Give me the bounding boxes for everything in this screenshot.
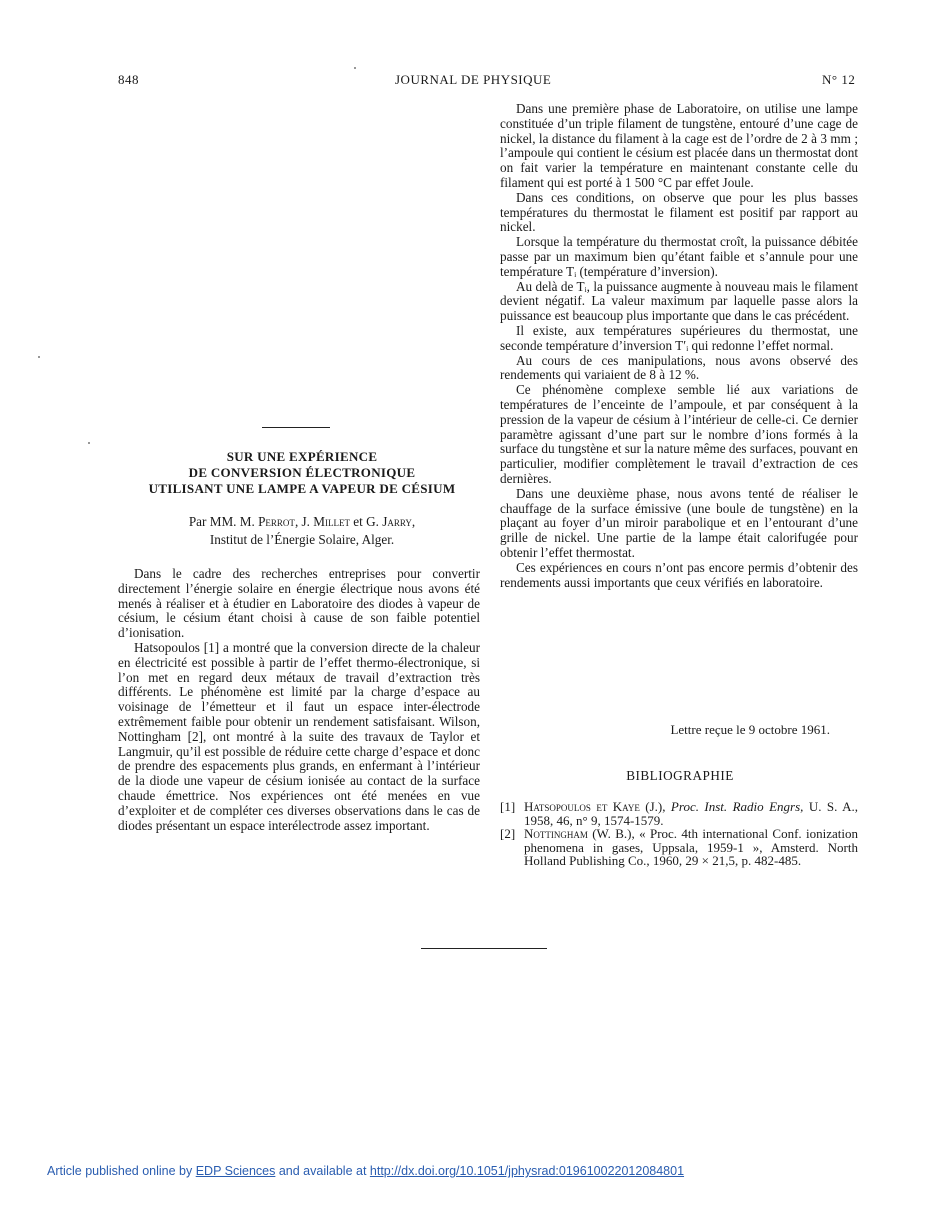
paragraph: Lorsque la température du thermostat croît, la puissance débitée passe par un maximum bien qu’étant faible et s’annule pour une température Tᵢ (température d’inversion). bbox=[500, 234, 858, 279]
scan-speck bbox=[88, 442, 90, 444]
reference-authors: Nottingham (W. B.), bbox=[524, 826, 635, 841]
title-line: SUR UNE EXPÉRIENCE bbox=[226, 449, 378, 464]
paragraph: Au delà de Tᵢ, la puissance augmente à nouveau mais le filament devient négatif. La valeur maximum par laquelle passe alors la puissance est beaucoup plus importante que dans le cas précédent. bbox=[500, 278, 858, 324]
author-prefix: Par MM. M. bbox=[188, 514, 259, 529]
right-column bbox=[500, 102, 858, 590]
paragraph: Dans le cadre des recherches entreprises pour convertir directement l’énergie solaire en énergie électrique nous avons été menés à réaliser et à étudier en Laboratoire des diodes à vapeur de césium, le césium étant choisi à cause de son faible potentiel d’ionisation. bbox=[118, 566, 480, 641]
title-line: DE CONVERSION ÉLECTRONIQUE bbox=[188, 465, 416, 480]
author-block bbox=[118, 513, 486, 549]
reference-details: U. S. A., 1958, 46, n° 9, 1574-1579. bbox=[524, 799, 858, 828]
author-sep: , J. bbox=[294, 514, 314, 529]
reference-body bbox=[524, 800, 858, 827]
paragraph: Au cours de ces manipulations, nous avons observé des rendements qui variaient de 8 à 12 %. bbox=[500, 352, 858, 383]
page-number: 848 bbox=[118, 72, 139, 87]
issue-number: N° 12 bbox=[822, 72, 856, 87]
publication-footer bbox=[47, 1164, 684, 1178]
author-sep: et G. bbox=[349, 514, 383, 529]
publisher-link[interactable]: EDP Sciences bbox=[195, 1164, 276, 1178]
footer-text: and available at bbox=[275, 1164, 370, 1178]
journal-name: JOURNAL DE PHYSIQUE bbox=[395, 72, 552, 87]
paragraph: Dans ces conditions, on observe que pour les plus basses températures du thermostat le filament est positif par rapport au nickel. bbox=[500, 189, 858, 235]
paragraph: Hatsopoulos [1] a montré que la conversion directe de la chaleur en électricité est possible à partir de l’effet thermo-électronique, si l’on met en regard deux métaux de travail d’extraction très différents. Le phénomène est limité par la charge d’espace au voisinage de l’émetteur et il faut un espace inter-électrode extrêmement faible pour obtenir un rendement satisfaisant. Wilson, Nottingham [2], ont montré à la suite des travaux de Taylor et Langmuir, qu’il est possible de réduire cette charge d’espace et donc de prendre des espacements plus grands, en enfermant à l’intérieur de la diode une vapeur de césium ionisée au contact de la surface chaude émettrice. Nos expériences ont été menées en vue d’exploiter et de compléter ces diverses observations dans le cas de diodes présentant un espace interélectrode assez important. bbox=[118, 639, 480, 833]
reference-2 bbox=[500, 827, 858, 868]
author-name: Millet bbox=[313, 514, 350, 529]
reference-authors: Hatsopoulos et Kaye (J.), bbox=[524, 799, 666, 814]
title-line: UTILISANT UNE LAMPE A VAPEUR DE CÉSIUM bbox=[148, 481, 456, 496]
received-date: Lettre reçue le 9 octobre 1961. bbox=[670, 722, 830, 737]
title-rule bbox=[262, 427, 330, 428]
reference-number: [1] bbox=[500, 799, 516, 814]
reference-body bbox=[524, 827, 858, 868]
author-name: Jarry bbox=[382, 514, 412, 529]
author-name: Perrot bbox=[258, 514, 295, 529]
reference-1 bbox=[500, 800, 858, 827]
paragraph: Il existe, aux températures supérieures du thermostat, une seconde température d’inversion T′ᵢ qui redonne l’effet normal. bbox=[500, 322, 858, 353]
bibliography-heading: BIBLIOGRAPHIE bbox=[626, 768, 734, 783]
paragraph: Ce phénomène complexe semble lié aux variations de températures de l’enceinte de l’ampoule, et par conséquent à la pression de la vapeur de césium à l’intérieur de celle-ci. Ce dernier paramètre agissant d’une part sur le nombre d’ions formés à la surface du tungstène et sur la nature même des surfaces, pouvant en particulier, modifier complètement le travail d’extraction de ces dernières. bbox=[500, 382, 858, 486]
paragraph: Dans une première phase de Laboratoire, on utilise une lampe constituée d’un triple filament de tungstène, entouré d’une cage de nickel, la distance du filament à la cage est de l’ordre de 2 à 3 mm ; l’ampoule qui contient le césium est placée dans un thermostat dont on fait varier la température en maintenant constante celle du filament qui est porté à 1 500 °C par effet Joule. bbox=[500, 101, 858, 190]
scan-speck bbox=[38, 356, 40, 358]
paragraph: Ces expériences en cours n’ont pas encore permis d’obtenir des rendements aussi importants que ceux vérifiés en laboratoire. bbox=[500, 559, 858, 590]
scan-speck bbox=[354, 67, 356, 69]
reference-number: [2] bbox=[500, 826, 516, 841]
author-suffix: , bbox=[411, 514, 416, 529]
article-title bbox=[118, 449, 486, 497]
left-column bbox=[118, 567, 480, 833]
author-line bbox=[118, 513, 486, 531]
affiliation: Institut de l’Énergie Solaire, Alger. bbox=[209, 532, 395, 547]
paragraph: Dans une deuxième phase, nous avons tenté de réaliser le chauffage de la surface émissive (une boule de tungstène) en la plaçant au foyer d’un miroir parabolique et en l’entourant d’une grille de nickel. Une partie de la lampe était calorifugée pour obtenir l’effet thermostat. bbox=[500, 485, 858, 560]
doi-link[interactable]: http://dx.doi.org/10.1051/jphysrad:019610022012084801 bbox=[369, 1164, 685, 1178]
reference-journal: Proc. Inst. Radio Engrs, bbox=[670, 799, 804, 814]
footer-text: Article published online by bbox=[47, 1164, 196, 1178]
reference-details: « Proc. 4th international Conf. ionization phenomena in gases, Uppsala, 1959-1 », Amsterd. North Holland Publishing Co., 1960, 29 × 21,5, p. 482-485. bbox=[524, 826, 858, 869]
end-rule bbox=[421, 948, 547, 949]
